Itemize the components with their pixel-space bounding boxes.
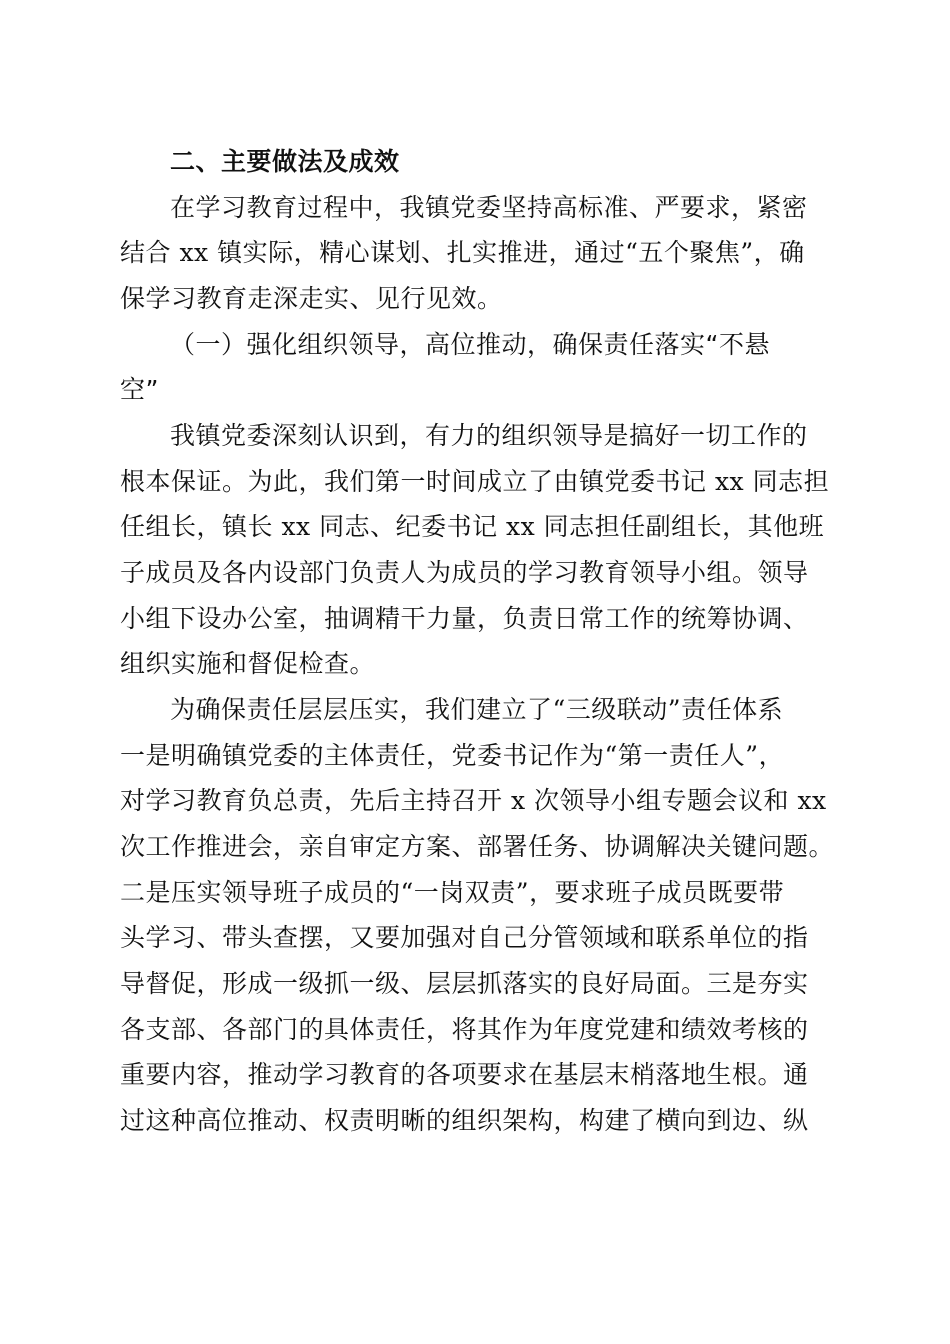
paragraph-line: 过这种高位推动、权责明晰的组织架构，构建了横向到边、纵 (120, 1106, 809, 1135)
paragraph-line: 结合 xx 镇实际，精心谋划、扎实推进，通过“五个聚焦”，确 (120, 238, 805, 267)
paragraph-line: 头学习、带头查摆，又要加强对自己分管领域和联系单位的指 (120, 923, 809, 952)
paragraph-line: 子成员及各内设部门负责人为成员的学习教育领导小组。领导 (120, 558, 809, 587)
paragraph-line: 我镇党委深刻认识到，有力的组织领导是搞好一切工作的 (170, 421, 808, 450)
paragraph-line: 根本保证。为此，我们第一时间成立了由镇党委书记 xx 同志担 (120, 467, 830, 496)
paragraph-line: 对学习教育负总责，先后主持召开 x 次领导小组专题会议和 xx (120, 786, 827, 815)
paragraph-line: 任组长，镇长 xx 同志、纪委书记 xx 同志担任副组长，其他班 (120, 512, 825, 541)
paragraph-line: 组织实施和督促检查。 (120, 649, 376, 678)
paragraph-line: 各支部、各部门的具体责任，将其作为年度党建和绩效考核的 (120, 1015, 809, 1044)
paragraph-line: 在学习教育过程中，我镇党委坚持高标准、严要求，紧密 (170, 193, 808, 222)
paragraph-line: 二是压实领导班子成员的“一岗双责”，要求班子成员既要带 (120, 878, 785, 907)
subsection-heading-cont: 空” (120, 375, 159, 404)
paragraph-line: 一是明确镇党委的主体责任，党委书记作为“第一责任人”， (120, 741, 785, 770)
section-heading: 二、主要做法及成效 (170, 147, 400, 176)
paragraph-line: 小组下设办公室，抽调精干力量，负责日常工作的统筹协调、 (120, 604, 809, 633)
paragraph-line: 次工作推进会，亲自审定方案、部署任务、协调解决关键问题。 (120, 832, 835, 861)
subsection-heading: （一）强化组织领导，高位推动，确保责任落实“不悬 (170, 330, 770, 359)
paragraph-line: 导督促，形成一级抓一级、层层抓落实的良好局面。三是夯实 (120, 969, 809, 998)
paragraph-line: 重要内容，推动学习教育的各项要求在基层末梢落地生根。通 (120, 1060, 809, 1089)
paragraph-line: 保学习教育走深走实、见行见效。 (120, 284, 503, 313)
paragraph-line: 为确保责任层层压实，我们建立了“三级联动”责任体系 (170, 695, 784, 724)
